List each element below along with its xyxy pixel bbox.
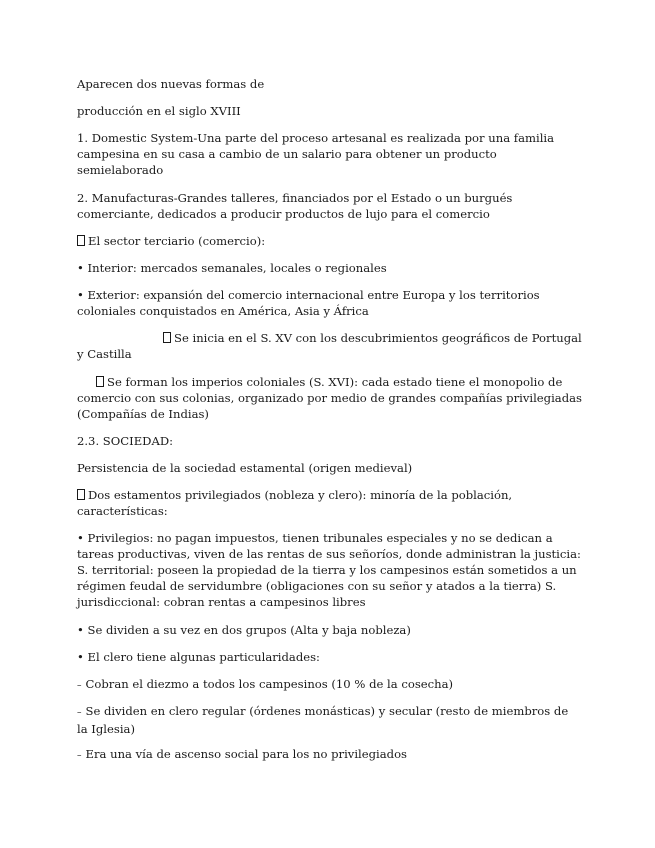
bullet-exterior: • Exterior: expansión del comercio internacional entre Europa y los territorios coloniales conquistados en América, Asia y África bbox=[77, 288, 540, 318]
missing-glyph-icon bbox=[77, 489, 85, 500]
subitem-diezmo bbox=[77, 676, 582, 694]
subitem-clero-regular-secular bbox=[77, 703, 582, 737]
missing-glyph-icon bbox=[96, 376, 104, 387]
paragraph-intro-line-2: producción en el siglo XVIII bbox=[77, 104, 241, 118]
dash-marker: – bbox=[77, 751, 82, 761]
bullet-interior: • Interior: mercados semanales, locales o regionales bbox=[77, 261, 387, 275]
missing-glyph-icon bbox=[77, 235, 85, 246]
imperios-coloniales-text: Se forman los imperios coloniales (S. XVI): cada estado tiene el monopolio de comercio con sus colonias, organizado por medio de grandes compañías privilegiadas (Compañías de Indias) bbox=[77, 375, 582, 421]
clero-regular-secular-text: Se dividen en clero regular (órdenes monásticas) y secular (resto de miembros de la Iglesia) bbox=[77, 704, 569, 736]
dash-marker: – bbox=[77, 681, 82, 691]
paragraph-intro-line-1: Aparecen dos nuevas formas de bbox=[77, 77, 265, 91]
paragraph-estamentos-privilegiados bbox=[77, 487, 582, 519]
bullet-clero: • El clero tiene algunas particularidades: bbox=[77, 650, 320, 664]
missing-glyph-icon bbox=[163, 332, 171, 343]
paragraph-sector-terciario bbox=[77, 233, 582, 249]
estamentos-privilegiados-text: Dos estamentos privilegiados (nobleza y clero): minoría de la población, características: bbox=[77, 488, 513, 518]
paragraph-imperios-coloniales bbox=[77, 374, 582, 422]
paragraph-sociedad-estamental: Persistencia de la sociedad estamental (origen medieval) bbox=[77, 461, 413, 475]
siglo-xv-text: Se inicia en el S. XV con los descubrimientos geográficos de Portugal y Castilla bbox=[77, 331, 582, 361]
dash-marker: – bbox=[77, 708, 82, 718]
paragraph-domestic-system: 1. Domestic System-Una parte del proceso artesanal es realizada por una familia campesina en su casa a cambio de un salario para obtener un producto semielaborado bbox=[77, 131, 555, 177]
ascenso-social-text: Era una vía de ascenso social para los no privilegiados bbox=[85, 747, 408, 761]
paragraph-siglo-xv bbox=[77, 330, 582, 362]
diezmo-text: Cobran el diezmo a todos los campesinos (10 % de la cosecha) bbox=[85, 677, 454, 691]
heading-sociedad: 2.3. SOCIEDAD: bbox=[77, 434, 174, 448]
subitem-ascenso-social bbox=[77, 746, 582, 764]
bullet-privilegios: • Privilegios: no pagan impuestos, tienen tribunales especiales y no se dedican a tareas productivas, viven de las rentas de sus señoríos, donde administran la justicia: S. territorial: poseen la propiedad de la tierra y los campesinos están sometidos a un régimen feudal de servidumbre (obligaciones con su señor y atados a la tierra) S. jurisdiccional: cobran rentas a campesinos libres bbox=[77, 531, 581, 609]
sector-terciario-text: El sector terciario (comercio): bbox=[88, 234, 266, 248]
bullet-nobleza-grupos: • Se dividen a su vez en dos grupos (Alta y baja nobleza) bbox=[77, 623, 411, 637]
paragraph-manufacturas: 2. Manufacturas-Grandes talleres, financiados por el Estado o un burgués comerciante, dedicados a producir productos de lujo para el comercio bbox=[77, 191, 513, 221]
